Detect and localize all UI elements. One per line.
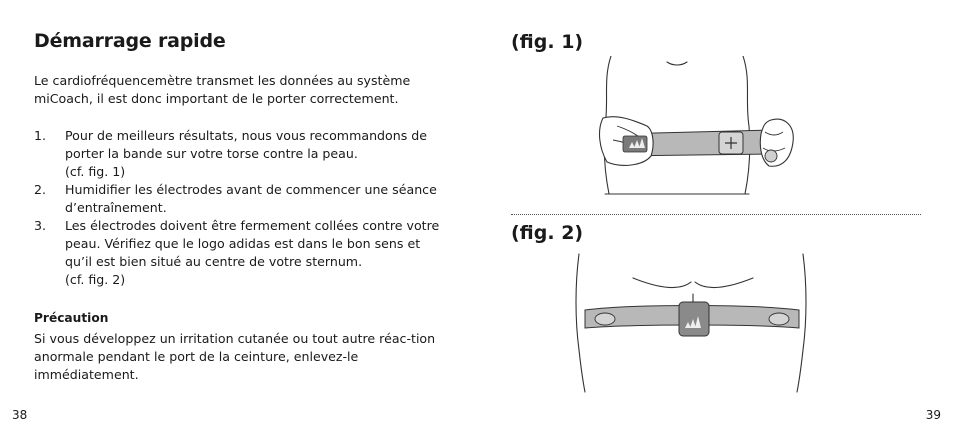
list-item xyxy=(34,127,446,181)
list-item xyxy=(34,181,446,217)
caution-heading: Précaution xyxy=(34,311,109,325)
strap-electrode-left xyxy=(595,313,615,325)
step-text: Humidifier les électrodes avant de commencer une séance d’entraînement. xyxy=(65,182,437,215)
figure-separator xyxy=(511,214,921,215)
step-number: 1. xyxy=(34,128,47,143)
figure-1-illustration xyxy=(557,56,797,196)
step-number: 3. xyxy=(34,218,47,233)
figure-1-label: (fig. 1) xyxy=(511,31,584,53)
step-text: Les électrodes doivent être fermement collées contre votre peau. Vérifiez que le logo adidas est dans le bon sens et qu’il est bien situé au centre de votre sternum. xyxy=(65,218,440,269)
page-number-right: 39 xyxy=(925,408,941,422)
strap-electrode-right xyxy=(769,313,789,325)
intro-paragraph: Le cardiofréquencemètre transmet les données au système miCoach, il est donc important de le porter correctement. xyxy=(34,73,411,106)
adidas-logo-icon xyxy=(679,302,709,336)
chest-strap xyxy=(585,302,799,336)
step-figure-reference: (cf. fig. 2) xyxy=(65,272,126,287)
figure-2-label: (fig. 2) xyxy=(511,222,584,244)
figure-2-illustration xyxy=(573,250,813,394)
step-text: Pour de meilleurs résultats, nous vous recommandons de porter la bande sur votre torse contre la peau. xyxy=(65,128,428,161)
list-item xyxy=(34,217,446,289)
strap-clip-icon xyxy=(765,150,777,162)
step-number: 2. xyxy=(34,182,47,197)
instruction-list xyxy=(34,127,446,289)
left-hand xyxy=(600,117,654,166)
right-page xyxy=(477,0,954,434)
step-figure-reference: (cf. fig. 1) xyxy=(65,164,126,179)
page-number-left: 38 xyxy=(12,408,28,422)
right-hand xyxy=(760,119,793,166)
caution-paragraph: Si vous développez un irritation cutanée ou tout autre réac-tion anormale pendant le port de la ceinture, enlevez-le immédiatement. xyxy=(34,331,436,382)
page-title: Démarrage rapide xyxy=(34,30,226,52)
